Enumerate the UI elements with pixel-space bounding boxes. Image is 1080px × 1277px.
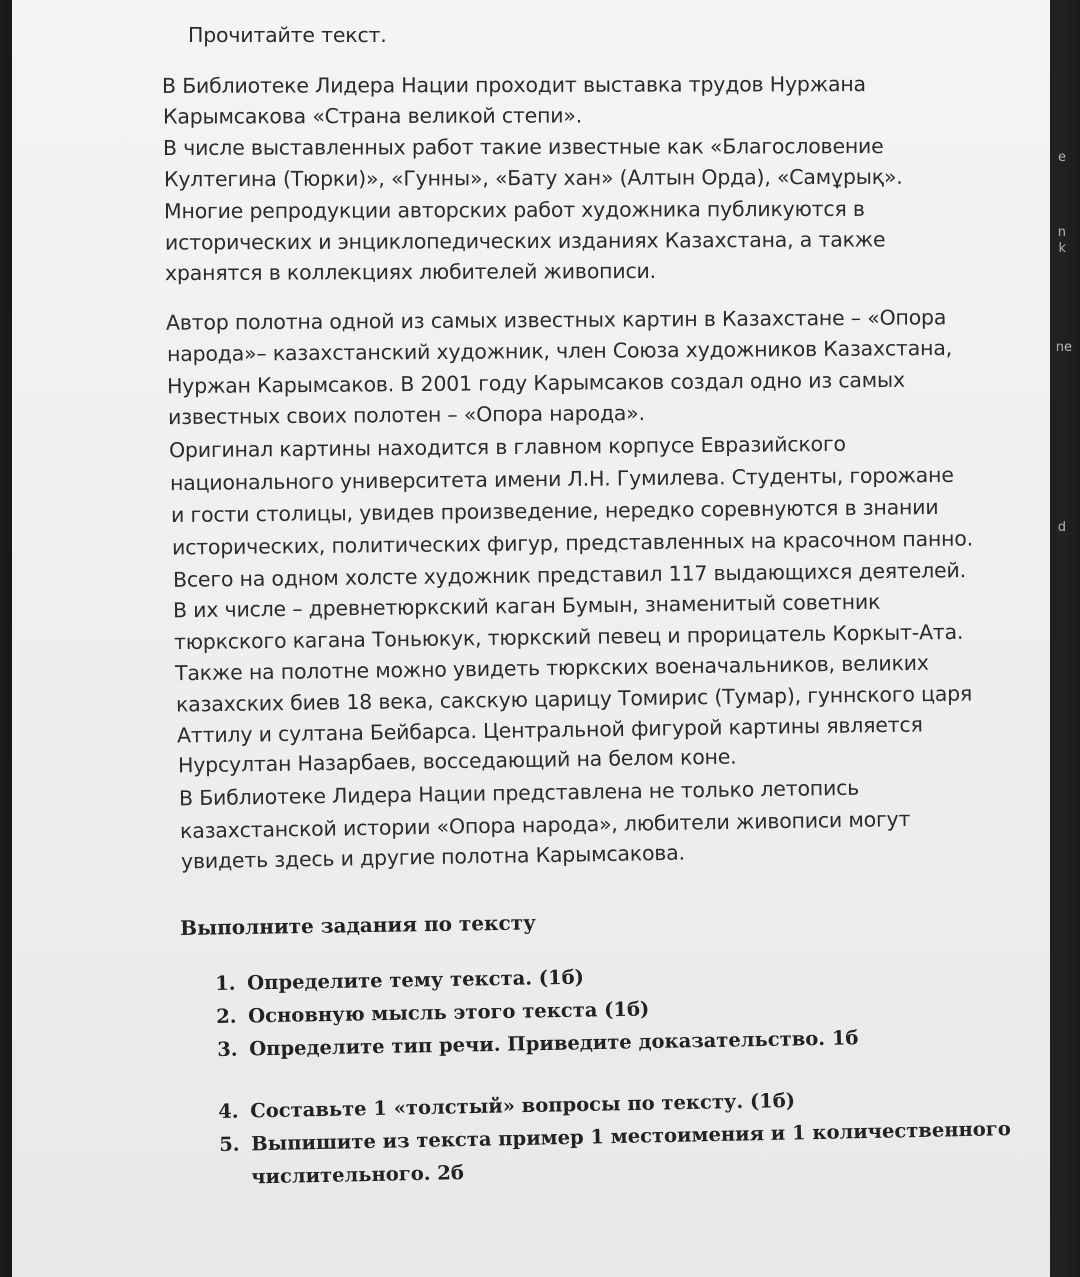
task-text: Выпишите из текста пример 1 местоимения и 1 количественного bbox=[250, 1117, 1011, 1156]
paragraph2-line: Всего на одном холсте художник представил 117 выдающихся деятелей. bbox=[172, 558, 967, 592]
task-number: 1. bbox=[215, 971, 236, 995]
paper-sheet bbox=[12, 0, 1050, 1277]
task-text: Составьте 1 «толстый» вопросы по тексту. (1б) bbox=[249, 1088, 796, 1123]
paragraph1-line: В числе выставленных работ такие известные как «Благословение bbox=[162, 134, 884, 160]
paragraph2-line: казахстанской истории «Опора народа», любители живописи могут bbox=[179, 806, 911, 844]
task-number: 5. bbox=[219, 1132, 240, 1156]
task-text: Определите тему текста. (1б) bbox=[246, 965, 585, 995]
task-number: 4. bbox=[218, 1099, 239, 1123]
paragraph1-line: Култегина (Тюрки)», «Гунны», «Бату хан» (Алтын Орда), «Самұрық». bbox=[163, 164, 903, 192]
keyboard-key-label: ne bbox=[1055, 340, 1072, 355]
paragraph2-line: Нурсултан Назарбаев, восседающий на белом коне. bbox=[177, 744, 737, 778]
task-item bbox=[216, 997, 649, 1028]
task-item bbox=[215, 966, 584, 995]
paragraph2-line: В Библиотеке Лидера Нации представлена не только летопись bbox=[178, 775, 860, 811]
paragraph1-line: хранятся в коллекциях любителей живописи. bbox=[164, 258, 657, 286]
paragraph2-line: казахских биев 18 века, сакскую царицу Томирис (Тумар), гуннского царя bbox=[175, 681, 973, 717]
paragraph2-line: народа»– казахстанский художник, член Союза художников Казахстана, bbox=[166, 335, 953, 367]
paragraph2-line: Автор полотна одной из самых известных картин в Казахстане – «Опора bbox=[165, 305, 947, 335]
task-number: 3. bbox=[217, 1037, 238, 1061]
keyboard-key-label: d bbox=[1057, 520, 1066, 535]
paragraph1-line: Карымсакова «Страна великой степи». bbox=[162, 103, 583, 129]
paragraph1-line: исторических и энциклопедических изданиях Казахстана, а также bbox=[164, 227, 886, 255]
paragraph2-line: и гости столицы, увидев произведение, нередко соревнуются в знании bbox=[170, 494, 939, 528]
paragraph2-line: национального университета имени Л.Н. Гумилева. Студенты, горожане bbox=[169, 462, 954, 496]
task-text: Определите тип речи. Приведите доказательство. 1б bbox=[248, 1026, 859, 1061]
paragraph1-line: В Библиотеке Лидера Нации проходит выставка трудов Нуржана bbox=[161, 72, 866, 98]
task-text: числительного. 2б bbox=[250, 1161, 465, 1189]
paragraph1-line: Многие репродукции авторских работ художника публикуются в bbox=[163, 196, 865, 224]
task-item bbox=[217, 1026, 859, 1061]
paragraph2-line: Также на полотне можно увидеть тюркских военачальников, великих bbox=[174, 650, 929, 686]
task-text: Основную мысль этого текста (1б) bbox=[247, 997, 650, 1028]
paragraph2-line: Аттилу и султана Бейбарса. Центральной фигурой картины является bbox=[176, 712, 923, 748]
paragraph2-line: Оригинал картины находится в главном корпусе Евразийского bbox=[168, 431, 846, 463]
task-item bbox=[219, 1161, 464, 1189]
paragraph2-line: известных своих полотен – «Опора народа». bbox=[167, 400, 645, 430]
task-number bbox=[219, 1183, 251, 1184]
keyboard-key-label: e bbox=[1058, 150, 1066, 165]
task-item bbox=[219, 1117, 1011, 1156]
read-instruction: Прочитайте текст. bbox=[188, 23, 387, 47]
tasks-heading: Выполните задания по тексту bbox=[180, 910, 537, 940]
keyboard-key-label: n bbox=[1057, 225, 1066, 240]
paragraph2-line: В их числе – древнетюркский каган Бумын, знаменитый советник bbox=[172, 589, 881, 623]
paragraph2-line: увидеть здесь и другие полотна Карымсакова. bbox=[180, 840, 686, 874]
paragraph2-line: Нуржан Карымсаков. В 2001 году Карымсаков создал одно из самых bbox=[166, 367, 905, 399]
keyboard-key-label: k bbox=[1058, 241, 1066, 256]
task-number: 2. bbox=[216, 1004, 237, 1028]
paragraph2-line: исторических, политических фигур, представленных на красочном панно. bbox=[171, 526, 974, 560]
task-item bbox=[218, 1089, 795, 1123]
paragraph2-line: тюркского кагана Тоньюкук, тюркский певец и прорицатель Коркыт-Ата. bbox=[173, 619, 964, 655]
